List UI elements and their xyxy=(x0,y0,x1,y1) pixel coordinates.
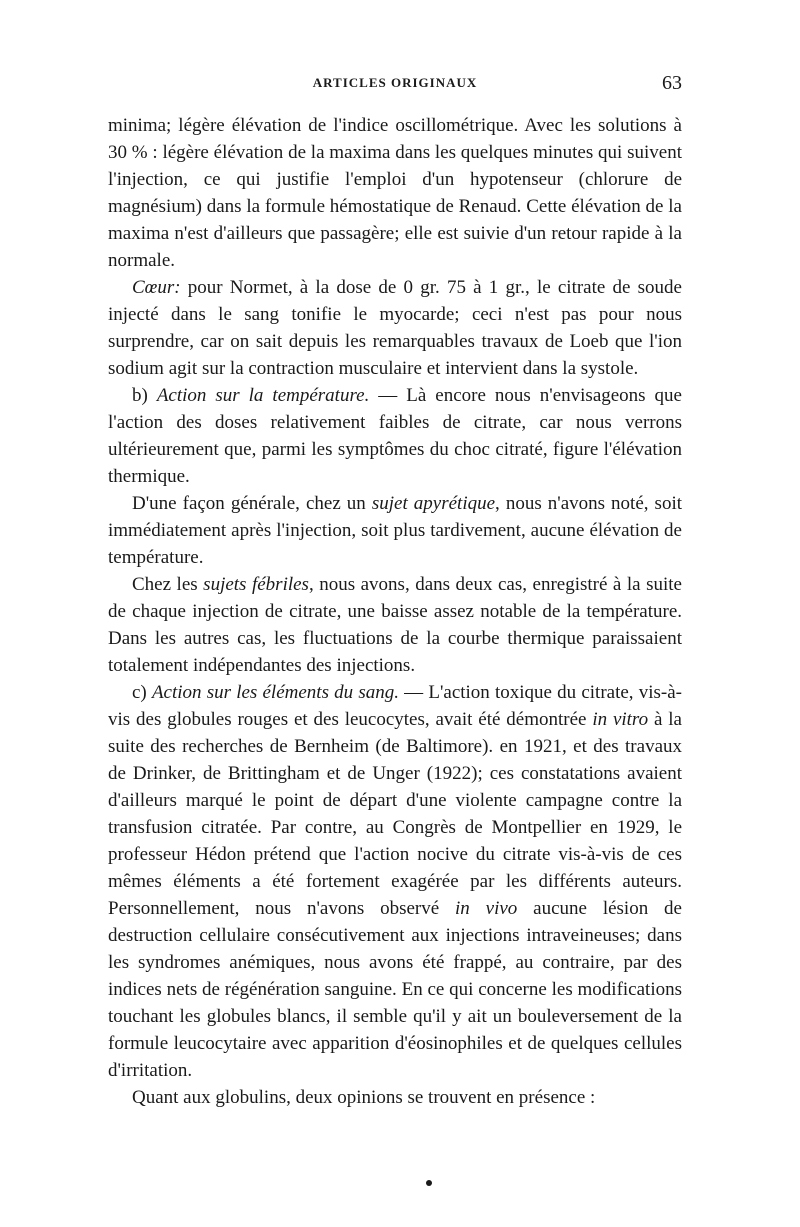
section-heading-temperature: Action sur la température. xyxy=(156,385,370,406)
running-head: ARTICLES ORIGINAUX xyxy=(312,75,478,90)
elements-text-1: — L'action toxique du citrate, vis-à-vis des globules rouges et des leucocytes, avait été démontrée xyxy=(108,682,683,730)
page-header xyxy=(108,72,682,96)
emphasis-sujet-apyretique: sujet apyrétique xyxy=(371,493,496,514)
apyretique-text-before: D'une façon générale, chez un xyxy=(132,493,372,514)
emphasis-in-vivo: in vivo xyxy=(455,898,518,919)
paragraph-febriles xyxy=(108,571,682,679)
temperature-text: — Là encore nous n'envisageons que l'action des doses relativement faibles de citrate, car nous verrons ultérieurement que, parmi les symptômes du choc citraté, figure l'élévation thermique. xyxy=(108,385,682,487)
emphasis-sujets-febriles: sujets fébriles xyxy=(203,574,309,595)
apyretique-text-after: , nous n'avons noté, soit immédiatement après l'injection, soit plus tardivement, aucune élévation de température. xyxy=(108,493,683,568)
paragraph-globulins: Quant aux globulins, deux opinions se trouvent en présence : xyxy=(132,1087,596,1108)
section-heading-elements-sang: Action sur les éléments du sang. xyxy=(151,682,399,703)
page-number: 63 xyxy=(662,72,682,94)
footer-dot-mark xyxy=(426,1180,432,1186)
emphasis-in-vitro: in vitro xyxy=(592,709,649,730)
coeur-text: pour Normet, à la dose de 0 gr. 75 à 1 gr., le citrate de soude injecté dans le sang tonifie le myocarde; ceci n'est pas pour nous surprendre, car on sait depuis les remarquables travaux de Loeb que l'ion sodium agit sur la contraction musculaire et intervient dans la systole. xyxy=(108,277,682,379)
elements-text-2: à la suite des recherches de Bernheim (de Baltimore). en 1921, et des travaux de Drinker, de Brittingham et de Unger (1922); ces constatations avaient d'ailleurs marqué le point de départ d'une violente campagne contre la transfusion citratée. Par contre, au Congrès de Montpellier en 1929, le professeur Hédon prétend que l'action nocive du citrate vis-à-vis de ces mêmes éléments a été fortement exagérée par les différents auteurs. Personnellement, nous n'avons observé xyxy=(108,709,682,919)
body-text xyxy=(108,112,682,1111)
paragraph-minima: minima; légère élévation de l'indice oscillométrique. Avec les solutions à 30 % : légère élévation de la maxima dans les quelques minutes qui suivent l'injection, ce qui justifie l'emploi d'un hypotenseur (chlorure de magnésium) dans la formule hémostatique de Renaud. Cette élévation de la maxima n'est d'ailleurs que passagère; elle est suivie d'un retour rapide à la normale. xyxy=(108,115,682,271)
febriles-text-after: , nous avons, dans deux cas, enregistré à la suite de chaque injection de citrate, une baisse assez notable de la température. Dans les autres cas, les fluctuations de la courbe thermique paraissaient totalement indépendantes des injections. xyxy=(108,574,682,676)
paragraph-temperature xyxy=(108,382,682,490)
elements-text-3: aucune lésion de destruction cellulaire consécutivement aux injections intraveineuses; dans les syndromes anémiques, nous avons été frappé, au contraire, par des indices nets de régénération sanguine. En ce qui concerne les modifications touchant les globules blancs, il semble qu'il y ait un bouleversement de la formule leucocytaire avec apparition d'éosinophiles et de quelques cellules d'irritation. xyxy=(108,898,682,1081)
paragraph-coeur xyxy=(108,274,682,382)
paragraph-apyretique xyxy=(108,490,682,571)
paragraph-elements-sang xyxy=(108,679,682,1084)
section-label-b: b) xyxy=(132,385,157,406)
coeur-lead: Cœur: xyxy=(132,277,181,298)
febriles-text-before: Chez les xyxy=(132,574,204,595)
section-label-c: c) xyxy=(132,682,152,703)
